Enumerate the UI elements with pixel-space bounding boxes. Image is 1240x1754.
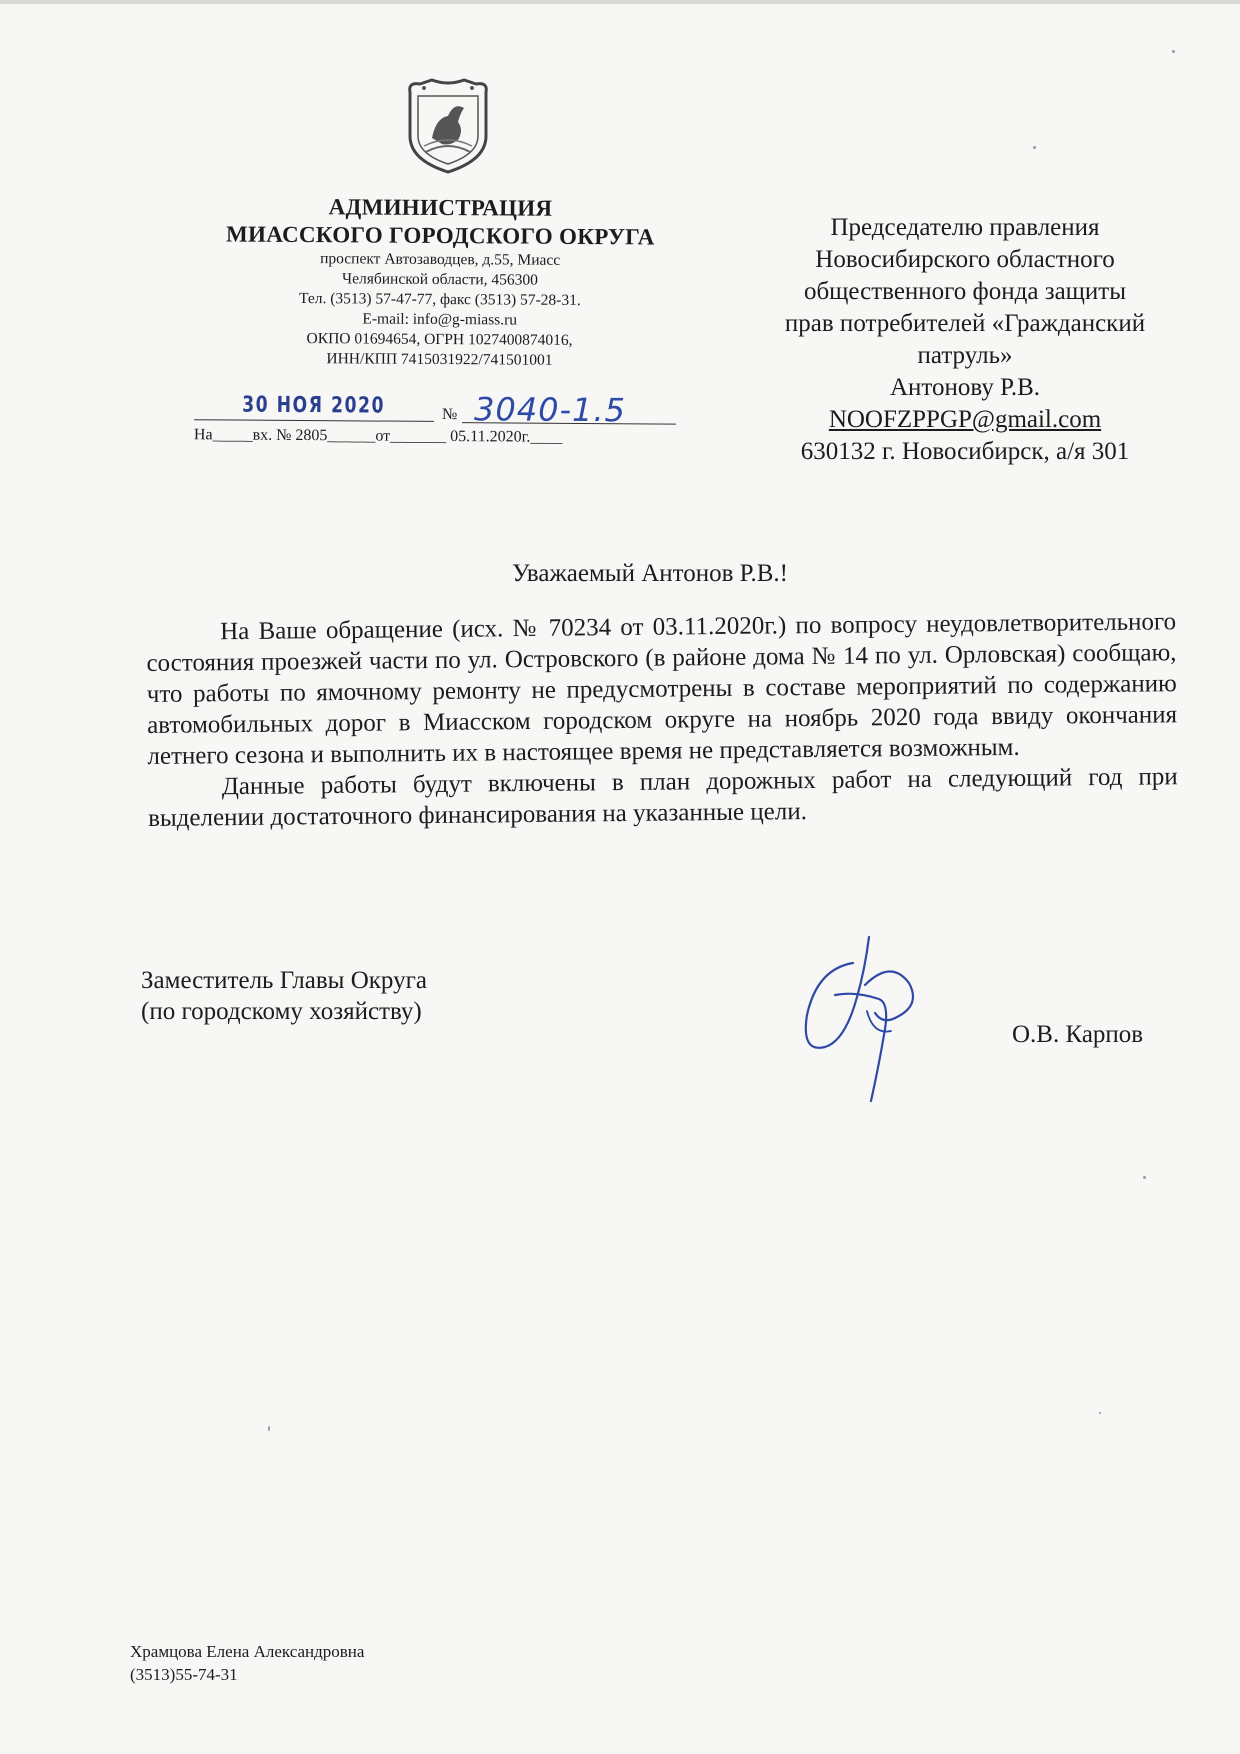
incoming-reference: На_____вх. № 2805______от_______ 05.11.2020г.____ [193,426,563,446]
recipient-name: Антонову Р.В. [889,374,1041,401]
org-title: АДМИНИСТРАЦИЯ [328,194,553,221]
scan-speck [1099,1412,1101,1414]
recipient-line: общественного фонда защиты [803,278,1127,305]
sender-email-line: E-mail: info@g-miass.ru [362,310,518,329]
outgoing-number: 3040-1.5 [473,390,627,430]
sender-block [179,192,700,372]
sender-phone-line: Тел. (3513) 57-47-77, факс (3513) 57-28-31. [298,290,581,309]
date-underline [194,419,434,422]
recipient-email: NOOFZPPGP@gmail.com [828,406,1102,433]
handwritten-signature [795,925,935,1105]
recipient-line: патруль» [917,342,1013,369]
executor-phone: (3513)55-74-31 [130,1665,238,1684]
body-paragraph: Данные работы будут включены в план дорожных работ на следующий год при выделении достаточного финансирования на указанные цели. [147,763,1178,832]
recipient-line: Председателю правления [830,214,1100,241]
signatory-title-line: (по городскому хозяйству) [141,998,422,1025]
sender-address-line: Челябинской области, 456300 [342,270,539,289]
recipient-line: прав потребителей «Гражданский [784,310,1146,337]
scan-speck [1143,1176,1146,1179]
executor-name: Храмцова Елена Александровна [130,1642,365,1661]
sender-address-line: проспект Автозаводцев, д.55, Миасс [320,250,561,269]
number-sign: № [442,405,458,424]
scan-speck [268,1426,270,1431]
signatory-title-line: Заместитель Главы Округа [141,967,427,994]
registration-block [194,390,694,463]
executor-block [130,1640,364,1686]
sender-okpo-line: ОКПО 01694654, ОГРН 1027400874016, [306,330,573,349]
signatory-name: О.В. Карпов [1012,1021,1144,1048]
scan-speck [1033,146,1036,149]
salutation: Уважаемый Антонов Р.В.! [512,560,788,587]
recipient-block [740,212,1190,468]
recipient-line: Новосибирского областного [815,246,1115,273]
recipient-postal-address: 630132 г. Новосибирск, а/я 301 [800,438,1130,465]
org-subtitle: МИАССКОГО ГОРОДСКОГО ОКРУГА [225,221,655,250]
coat-of-arms-icon [402,78,494,176]
scan-edge [0,0,1240,4]
letter-body [146,606,1178,834]
body-paragraph: На Ваше обращение (исх. № 70234 от 03.11.2020г.) по вопросу неудовлетворительного состояния проезжей части по ул. Островского (в районе дома № 14 по ул. Орловская) сообщаю, что работы по ямочному ремонту не предусмотрены в составе мероприятий по содержанию автомобильных дорог в Миасском городском округе на ноябрь 2020 года ввиду окончания летнего сезона и выполнить их в настоящее время не представляется возможным. [146,608,1178,770]
scan-speck [1172,50,1175,53]
stamp-date: 30 НОЯ 2020 [242,392,386,419]
signatory-title [141,965,427,1027]
sender-inn-line: ИНН/КПП 7415031922/741501001 [326,350,553,369]
